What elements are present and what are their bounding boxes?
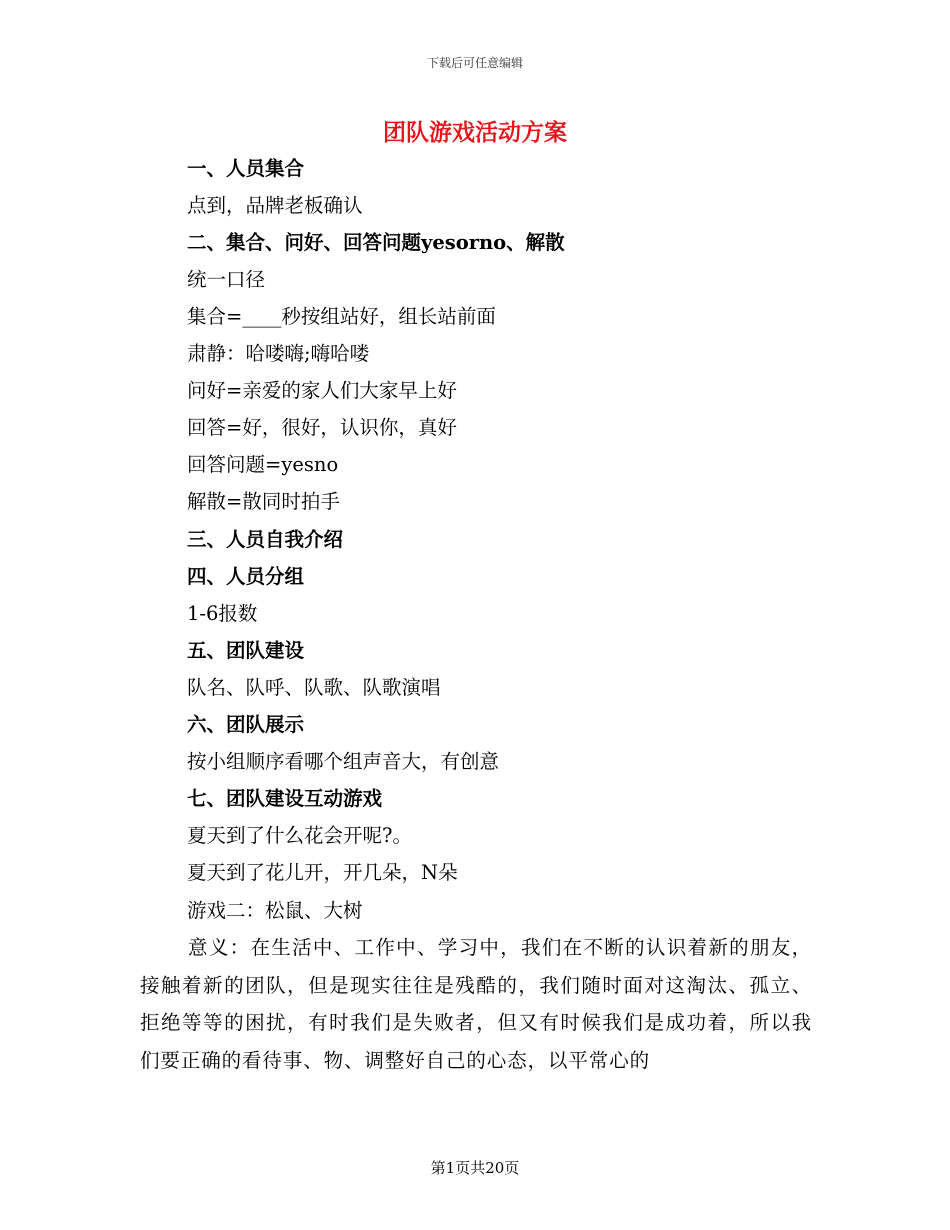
- section-heading-3: 三、人员自我介绍: [187, 528, 344, 551]
- section-heading-2: 二、集合、问好、回答问题yesorno、解散: [187, 231, 565, 254]
- body-line: 回答=好，很好，认识你，真好: [187, 416, 457, 439]
- body-line: 统一口径: [187, 268, 266, 291]
- body-line: 肃静：哈喽嗨;嗨哈喽: [187, 342, 370, 365]
- body-line: 队名、队呼、队歌、队歌演唱: [187, 676, 441, 699]
- body-line: 集合=____秒按组站好，组长站前面: [187, 305, 496, 328]
- body-line: 问好=亲爱的家人们大家早上好: [187, 379, 457, 402]
- body-line: 点到，品牌老板确认: [187, 194, 363, 217]
- body-line: 解散=散同时拍手: [187, 490, 340, 513]
- section-heading-1: 一、人员集合: [187, 157, 305, 180]
- section-heading-6: 六、团队展示: [187, 713, 305, 736]
- meaning-paragraph: 意义：在生活中、工作中、学习中，我们在不断的认识着新的朋友，接触着新的团队，但是现实往往是残酷的，我们随时面对这淘汰、孤立、拒绝等等的困扰，有时我们是失败者，但又有时候我们是成功着，所以我们要正确的看待事、物、调整好自己的心态，以平常心的: [140, 936, 812, 1072]
- body-line: 按小组顺序看哪个组声音大，有创意: [187, 750, 500, 773]
- body-line: 游戏二：松鼠、大树: [187, 899, 363, 922]
- body-line: 夏天到了什么花会开呢?。: [187, 824, 412, 847]
- section-heading-7: 七、团队建设互动游戏: [187, 787, 383, 810]
- body-line: 1-6报数: [187, 602, 258, 625]
- section-heading-4: 四、人员分组: [187, 565, 305, 588]
- header-note: 下载后可任意编辑: [426, 56, 523, 70]
- body-line: 回答问题=yesno: [187, 453, 339, 476]
- page-number-footer: 第1页共20页: [430, 1159, 520, 1177]
- body-line: 夏天到了花儿开，开几朵，N朵: [187, 861, 458, 884]
- section-heading-5: 五、团队建设: [187, 639, 305, 662]
- document-title: 团队游戏活动方案: [383, 119, 567, 146]
